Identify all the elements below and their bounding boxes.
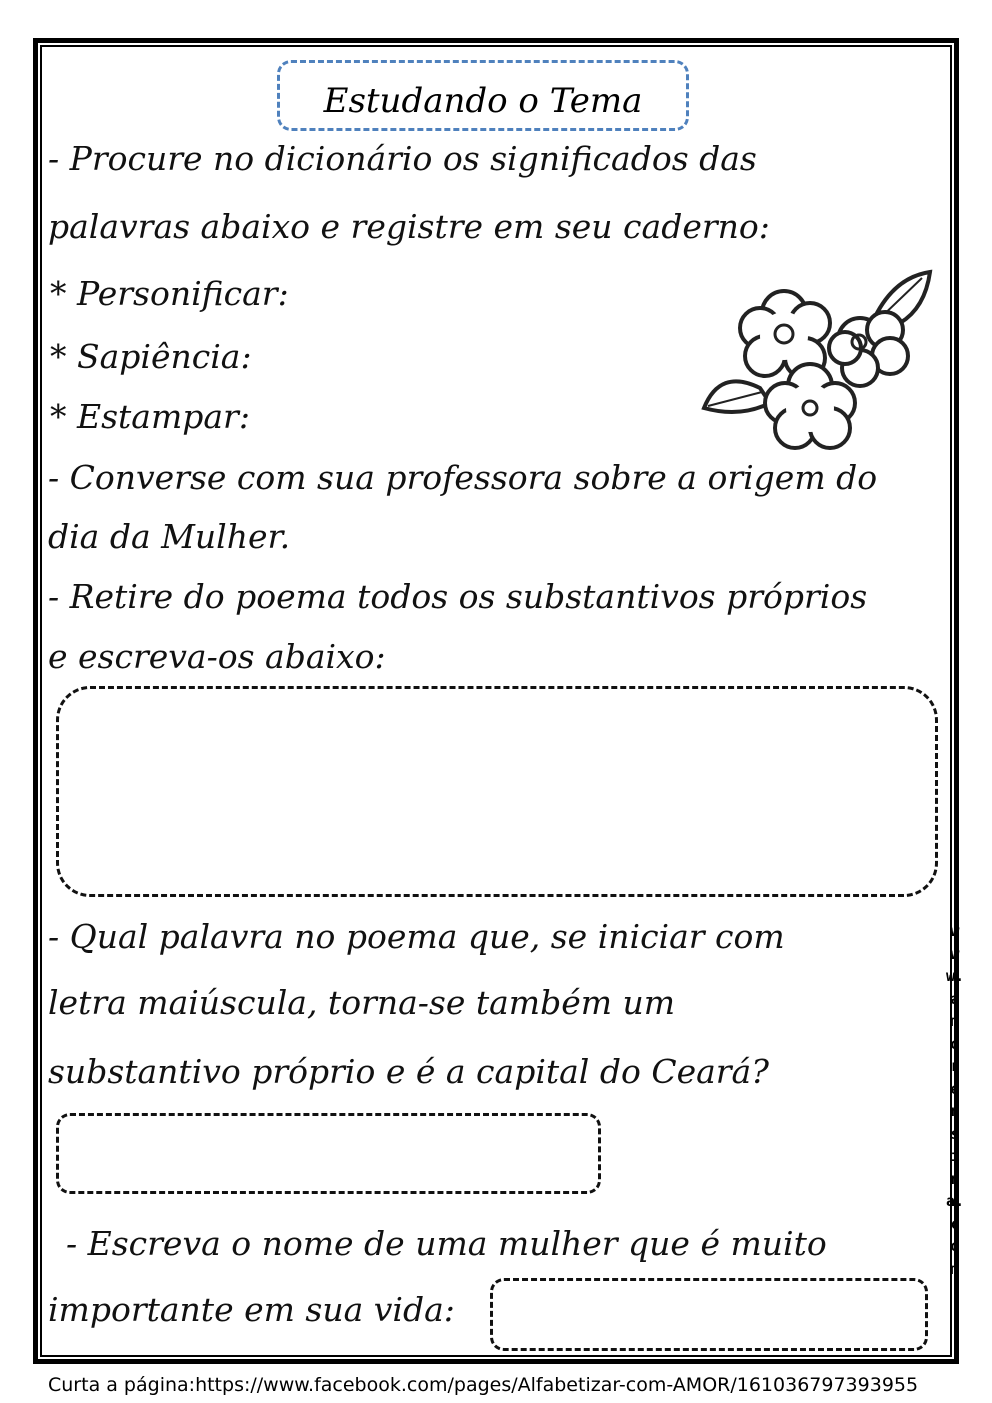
page-title: Estudando o Tema bbox=[323, 81, 643, 121]
watermark-vertical: www.amorensina.com bbox=[946, 922, 965, 1278]
word-item: * Personificar: bbox=[50, 274, 289, 313]
instruction-2-line-1: - Converse com sua professora sobre a origem do bbox=[48, 458, 878, 497]
instruction-5-line-1: - Escreva o nome de uma mulher que é muito bbox=[66, 1224, 827, 1263]
instruction-3-line-1: - Retire do poema todos os substantivos próprios bbox=[48, 577, 868, 616]
instruction-4-line-1: - Qual palavra no poema que, se iniciar com bbox=[48, 917, 785, 956]
answer-box-proper-nouns[interactable] bbox=[56, 686, 938, 897]
flower-illustration bbox=[700, 268, 935, 453]
instruction-3-line-2: e escreva-os abaixo: bbox=[48, 637, 386, 676]
instruction-5-line-2: importante em sua vida: bbox=[48, 1290, 455, 1329]
word-item: * Sapiência: bbox=[50, 337, 252, 376]
title-box bbox=[277, 60, 689, 131]
answer-box-capital[interactable] bbox=[56, 1113, 601, 1194]
instruction-1-line-1: - Procure no dicionário os significados das bbox=[48, 139, 757, 178]
instruction-2-line-2: dia da Mulher. bbox=[48, 517, 291, 556]
instruction-4-line-2: letra maiúscula, torna-se também um bbox=[48, 983, 676, 1022]
instruction-4-line-3: substantivo próprio e é a capital do Ceará? bbox=[48, 1052, 769, 1091]
instruction-1-line-2: palavras abaixo e registre em seu caderno: bbox=[48, 207, 770, 246]
footer-link-text: Curta a página:https://www.facebook.com/pages/Alfabetizar-com-AMOR/161036797393955 bbox=[48, 1374, 919, 1396]
answer-box-woman-name[interactable] bbox=[490, 1278, 928, 1351]
word-item: * Estampar: bbox=[50, 397, 250, 436]
